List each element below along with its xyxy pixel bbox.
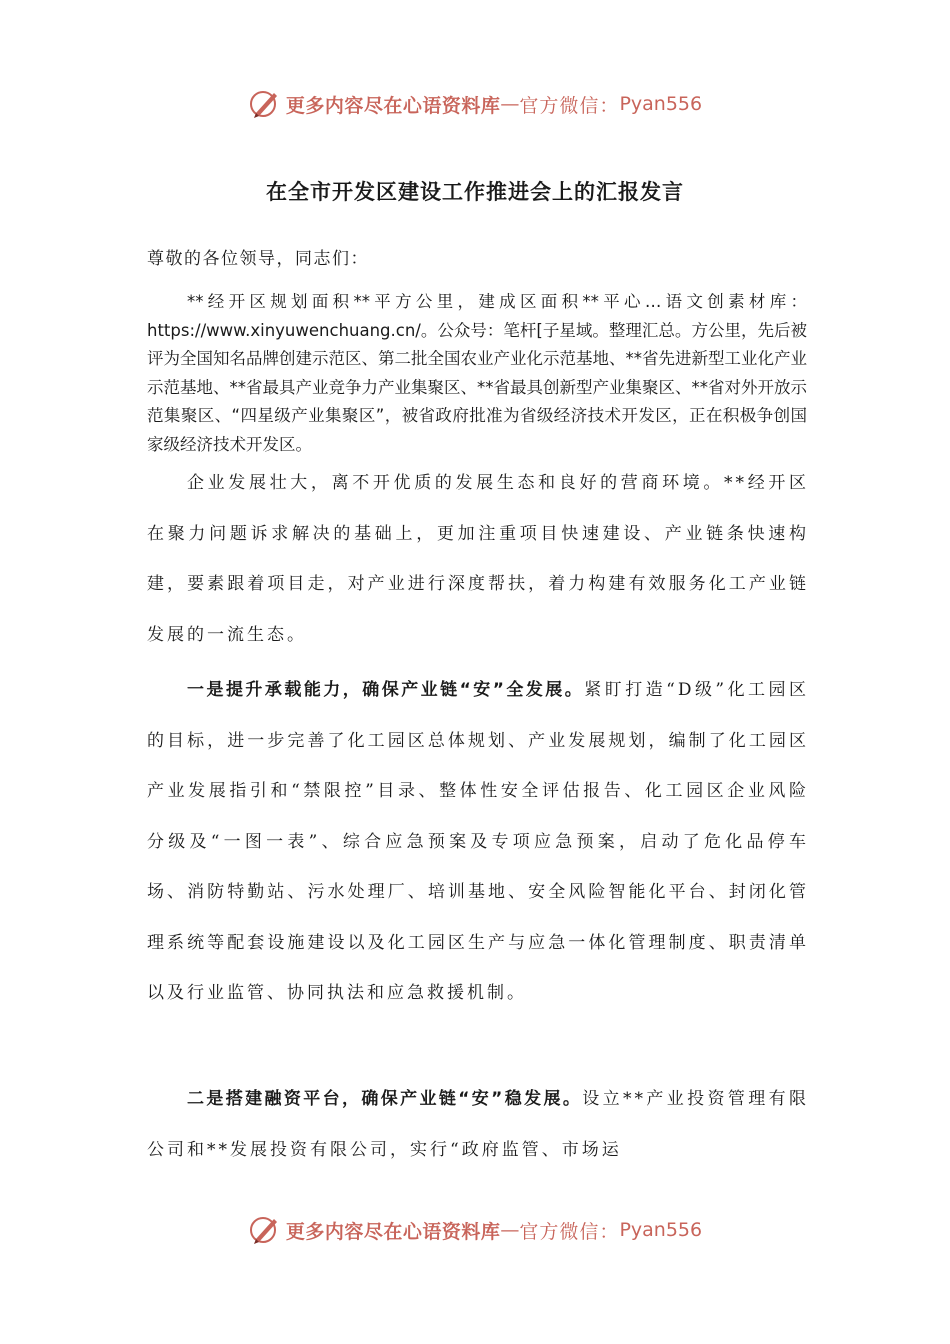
- footer-banner: [0, 1210, 950, 1250]
- section-1-heading: 一是提升承载能力，确保产业链“安”全发展。: [187, 680, 585, 700]
- paragraph-2: 企业发展壮大，离不开优质的发展生态和良好的营商环境。**经开区在聚力问题诉求解决的基础上，更加注重项目快速建设、产业链条快速构建，要素跟着项目走，对产业进行深度帮扶，着力构建有效服务化工产业链发展的一流生态。: [147, 473, 809, 645]
- salutation: 尊敬的各位领导，同志们：: [147, 249, 369, 269]
- page-title: 在全市开发区建设工作推进会上的汇报发言: [266, 180, 684, 204]
- header-banner: [0, 84, 950, 124]
- banner-text: 更多内容尽在心语资料库: [285, 94, 501, 117]
- pen-logo-icon: [248, 1213, 282, 1247]
- banner-wechat-id: Pyan556: [619, 1219, 703, 1241]
- banner-dash: —: [500, 93, 520, 115]
- section-2-heading: 二是搭建融资平台，确保产业链“安”稳发展。: [187, 1089, 583, 1109]
- section-2-body: 设立**产业投资管理有限公司和**发展投资有限公司，实行“政府监管、市场运: [147, 1089, 809, 1160]
- banner-wechat-id: Pyan556: [619, 93, 703, 115]
- paragraph-1: **经开区规划面积**平方公里，建成区面积**平心…语文创素材库：https://www.xinyuwenchuang.cn/。公众号：笔杆[子星域。整理汇总。方公里，先后被评为全国知名品牌创建示范区、第二批全国农业产业化示范基地、**省先进新型工业化产业示范基地、**省最具产业竞争力产业集聚区、**省最具创新型产业集聚区、**省对外开放示范集聚区、“四星级产业集聚区”，被省政府批准为省级经济技术开发区，正在积极争创国家级经济技术开发区。: [147, 292, 807, 454]
- banner-wechat-label: 官方微信：: [519, 1220, 620, 1243]
- section-2: [147, 1074, 809, 1175]
- banner-dash: —: [500, 1219, 520, 1241]
- banner-text: 更多内容尽在心语资料库: [285, 1220, 501, 1243]
- banner-wechat-label: 官方微信：: [519, 94, 620, 117]
- pen-logo-icon: [248, 87, 282, 121]
- section-1: [147, 665, 809, 1019]
- section-1-body: 紧盯打造“D级”化工园区的目标，进一步完善了化工园区总体规划、产业发展规划，编制了化工园区产业发展指引和“禁限控”目录、整体性安全评估报告、化工园区企业风险分级及“一图一表”、综合应急预案及专项应急预案，启动了危化品停车场、消防特勤站、污水处理厂、培训基地、安全风险智能化平台、封闭化管理系统等配套设施建设以及化工园区生产与应急一体化管理制度、职责清单以及行业监管、协同执法和应急救援机制。: [147, 680, 809, 1003]
